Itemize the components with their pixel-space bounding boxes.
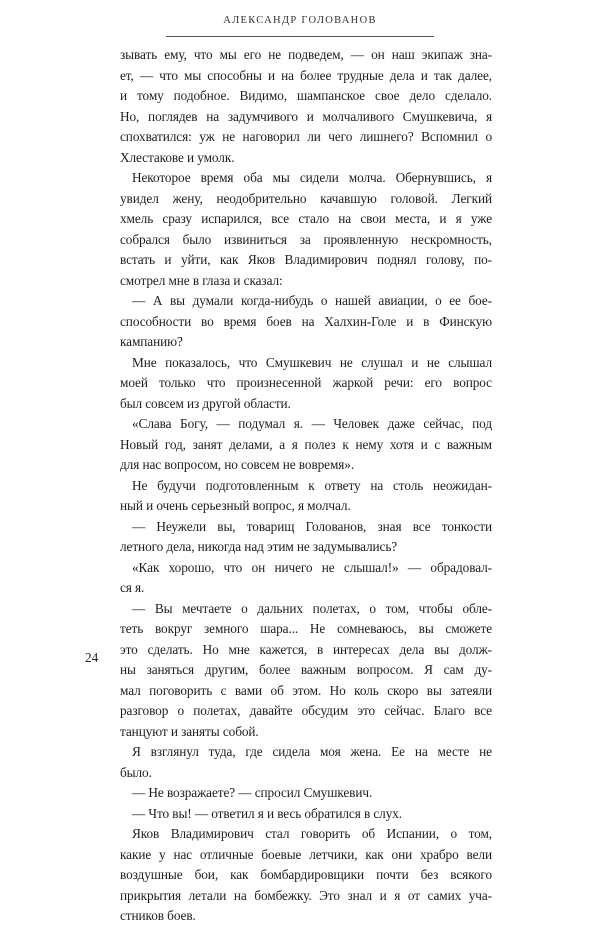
text-line: летного дела, никогда над этим не задумывались? bbox=[120, 539, 398, 554]
text-line: ся я. bbox=[120, 580, 145, 595]
text-line: Некоторое время оба мы сидели молча. Обернувшись, я bbox=[132, 170, 492, 185]
running-head: АЛЕКСАНДР ГОЛОВАНОВ bbox=[223, 15, 377, 26]
text-line: кампанию? bbox=[120, 334, 183, 349]
text-line: — Неужели вы, товарищ Голованов, зная все тонкости bbox=[132, 518, 492, 534]
text-line: танцуют и заняты собой. bbox=[120, 723, 259, 739]
text-line: хмель сразу испарился, все стало на свои места, и я уже bbox=[120, 211, 492, 226]
text-line: для нас вопросом, но совсем не вовремя». bbox=[120, 457, 355, 472]
text-line: моей только что произнесенной жаркой речи: его вопрос bbox=[120, 375, 492, 390]
text-line: Но, поглядев на задумчивого и молчаливого Смушкевича, я bbox=[120, 108, 492, 124]
text-line: Не будучи подготовленным к ответу на столь неожидан- bbox=[132, 477, 492, 493]
text-line: Новый год, занят делами, а я полез к нему хотя и с важным bbox=[120, 436, 492, 452]
text-line: прикрытия летали на бомбежку. Это знал и я от самих уча- bbox=[120, 887, 492, 903]
text-line: «Слава Богу, — подумал я. — Человек даже сейчас, под bbox=[132, 416, 492, 431]
text-line: какие у нас отличные боевые летчики, как они храбро вели bbox=[120, 846, 492, 862]
text-line: разговор о полетах, давайте обсудим это сейчас. Благо все bbox=[120, 703, 492, 718]
text-line: было. bbox=[120, 764, 152, 780]
text-line: — Вы мечтаете о дальних полетах, о том, чтобы обле- bbox=[132, 600, 492, 616]
header-rule bbox=[166, 36, 434, 37]
text-line: это сделать. Но мне кажется, в интересах дела вы долж- bbox=[120, 641, 492, 657]
text-line: способности во время боев на Халхин-Голе и в Финскую bbox=[120, 313, 492, 329]
text-line: смотрел мне в глаза и сказал: bbox=[120, 272, 283, 288]
text-line: Хлестакове и умолк. bbox=[120, 149, 235, 165]
text-line: встать и уйти, как Яков Владимирович поднял голову, по- bbox=[120, 252, 492, 267]
text-line: был совсем из другой области. bbox=[120, 395, 291, 411]
text-line: — Что вы! — ответил я и весь обратился в слух. bbox=[132, 805, 403, 821]
text-line: — Не возражаете? — спросил Смушкевич. bbox=[132, 785, 373, 800]
text-line: спохватился: уж не наговорил ли чего лишнего? Вспомнил о bbox=[120, 129, 492, 144]
text-line: воздушные бои, как бомбардировщики почти без всякого bbox=[120, 867, 492, 882]
text-line: — А вы думали когда-нибудь о нашей авиации, о ее бое- bbox=[132, 293, 492, 308]
text-line: Мне показалось, что Смушкевич не слушал и не слышал bbox=[132, 354, 492, 370]
page-number: 24 bbox=[85, 650, 99, 665]
text-line: теть вокруг земного шара... Не сомневаюсь, вы сможете bbox=[120, 621, 492, 636]
text-line: «Как хорошо, что он ничего не слышал!» — обрадовал- bbox=[132, 559, 492, 575]
text-line: стников боев. bbox=[120, 908, 196, 923]
text-line: увидел жену, неодобрительно качавшую головой. Легкий bbox=[120, 190, 492, 206]
text-line: мал поговорить с вами об этом. Но коль скоро вы затеяли bbox=[120, 682, 492, 698]
text-line: ны заняться другим, более важным вопросом. Я сам ду- bbox=[120, 662, 492, 677]
text-line: Я взглянул туда, где сидела моя жена. Ее на месте не bbox=[132, 744, 492, 759]
text-line: и тому подобное. Видимо, шампанское свое дело сделало. bbox=[120, 88, 492, 103]
text-line: зывать ему, что мы его не подведем, — он наш экипаж зна- bbox=[120, 47, 492, 62]
text-line: Яков Владимирович стал говорить об Испании, о том, bbox=[132, 826, 492, 841]
body-text bbox=[120, 45, 492, 927]
text-line: ный и очень серьезный вопрос, я молчал. bbox=[120, 498, 351, 513]
text-line: ет, — что мы способны и на более трудные дела и так далее, bbox=[120, 67, 492, 83]
text-line: собрался было извиниться за проявленную нескромность, bbox=[120, 231, 492, 247]
